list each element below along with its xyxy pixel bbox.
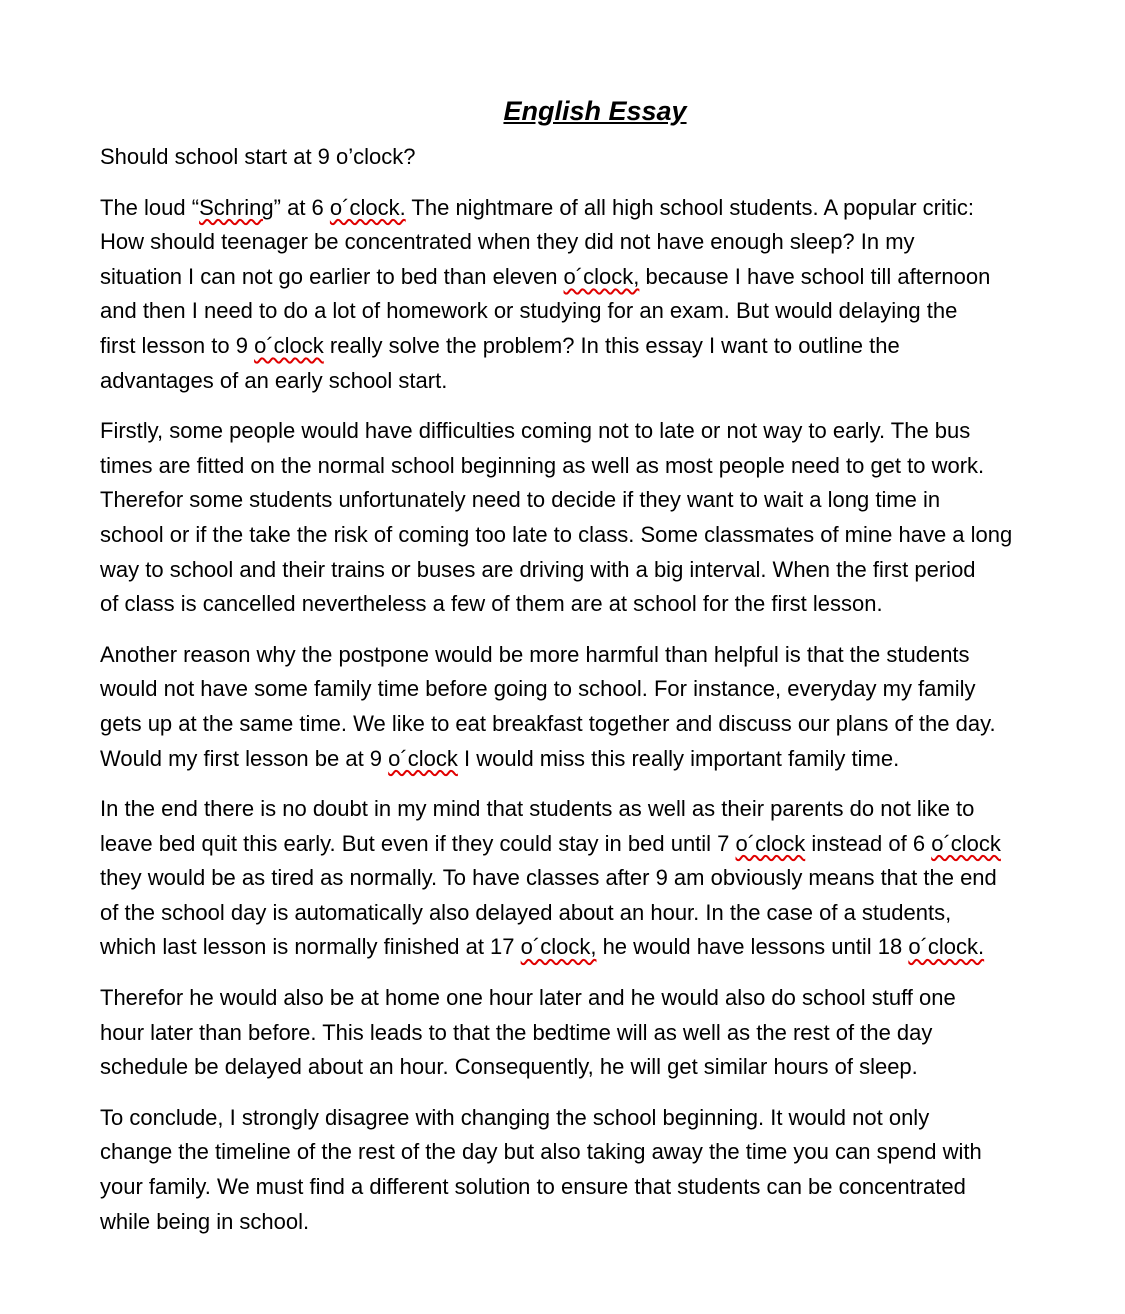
text-line: schedule be delayed about an hour. Consequently, he will get similar hours of sleep. [100,1054,918,1080]
essay-paragraph [100,981,1090,1085]
spellcheck-flagged-word[interactable]: o´clock [735,830,806,856]
spellcheck-flagged-word[interactable]: o´clock, [520,934,597,960]
text-line: Therefor he would also be at home one hour later and he would also do school stuff one [100,985,956,1011]
text-line: Therefor some students unfortunately need to decide if they want to wait a long time in [100,487,941,513]
text-line: gets up at the same time. We like to eat breakfast together and discuss our plans of the day. [100,710,996,736]
text-line: and then I need to do a lot of homework or studying for an exam. But would delaying the [100,298,958,324]
text-line: of the school day is automatically also delayed about an hour. In the case of a students, [100,899,952,925]
text-line: advantages of an early school start. [100,367,448,393]
text-line: Firstly, some people would have difficulties coming not to late or not way to early. The bus [100,418,971,444]
text-line: In the end there is no doubt in my mind that students as well as their parents do not like to [100,796,975,822]
text-line: situation I can not go earlier to bed than eleven o´clock, because I have school till afternoon [100,263,991,289]
spellcheck-flagged-word[interactable]: o´clock. [329,194,406,220]
spellcheck-flagged-word[interactable]: o´clock [931,830,1001,856]
essay-paragraph [100,792,1090,965]
title-container [100,94,1090,128]
text-line: first lesson to 9 o´clock really solve the problem? In this essay I want to outline the [100,332,900,358]
text-line: hour later than before. This leads to that the bedtime will as well as the rest of the day [100,1019,933,1045]
text-line: would not have some family time before going to school. For instance, everyday my family [100,676,976,702]
text-line: change the timeline of the rest of the day but also taking away the time you can spend with [100,1139,982,1165]
text-line: How should teenager be concentrated when they did not have enough sleep? In my [100,229,915,255]
text-line: leave bed quit this early. But even if they could stay in bed until 7 o´clock instead of 6 o´clock [100,830,1001,856]
text-line: which last lesson is normally finished at 17 o´clock, he would have lessons until 18 o´clock. [100,934,985,960]
essay-paragraph [100,191,1090,399]
text-line: they would be as tired as normally. To have classes after 9 am obviously means that the end [100,865,997,891]
essay-question: Should school start at 9 o’clock? [100,144,416,169]
spellcheck-flagged-word[interactable]: o´clock [254,332,324,358]
text-line: The loud “Schring” at 6 o´clock. The nightmare of all high school students. A popular critic: [100,194,974,220]
essay-paragraph [100,414,1090,622]
text-line: Another reason why the postpone would be more harmful than helpful is that the students [100,641,970,667]
text-line: of class is cancelled nevertheless a few of them are at school for the first lesson. [100,591,883,617]
text-line: while being in school. [100,1208,310,1234]
essay-title: English Essay [503,96,687,126]
text-line: school or if the take the risk of coming too late to class. Some classmates of mine have a long [100,521,1013,547]
text-line: your family. We must find a different solution to ensure that students can be concentrated [100,1174,966,1200]
text-line: To conclude, I strongly disagree with changing the school beginning. It would not only [100,1104,930,1130]
essay-paragraph [100,1101,1090,1239]
spellcheck-flagged-word[interactable]: o´clock, [563,263,640,289]
essay-paragraph [100,638,1090,776]
essay-body [100,191,1090,1240]
spellcheck-flagged-word[interactable]: o´clock. [908,934,985,960]
text-line: way to school and their trains or buses are driving with a big interval. When the first period [100,556,976,582]
text-line: Would my first lesson be at 9 o´clock I would miss this really important family time. [100,745,900,771]
document-page [100,94,1090,1255]
spellcheck-flagged-word[interactable]: Schring [199,194,274,220]
spellcheck-flagged-word[interactable]: o´clock [388,745,458,771]
text-line: times are fitted on the normal school beginning as well as most people need to get to work. [100,452,985,478]
